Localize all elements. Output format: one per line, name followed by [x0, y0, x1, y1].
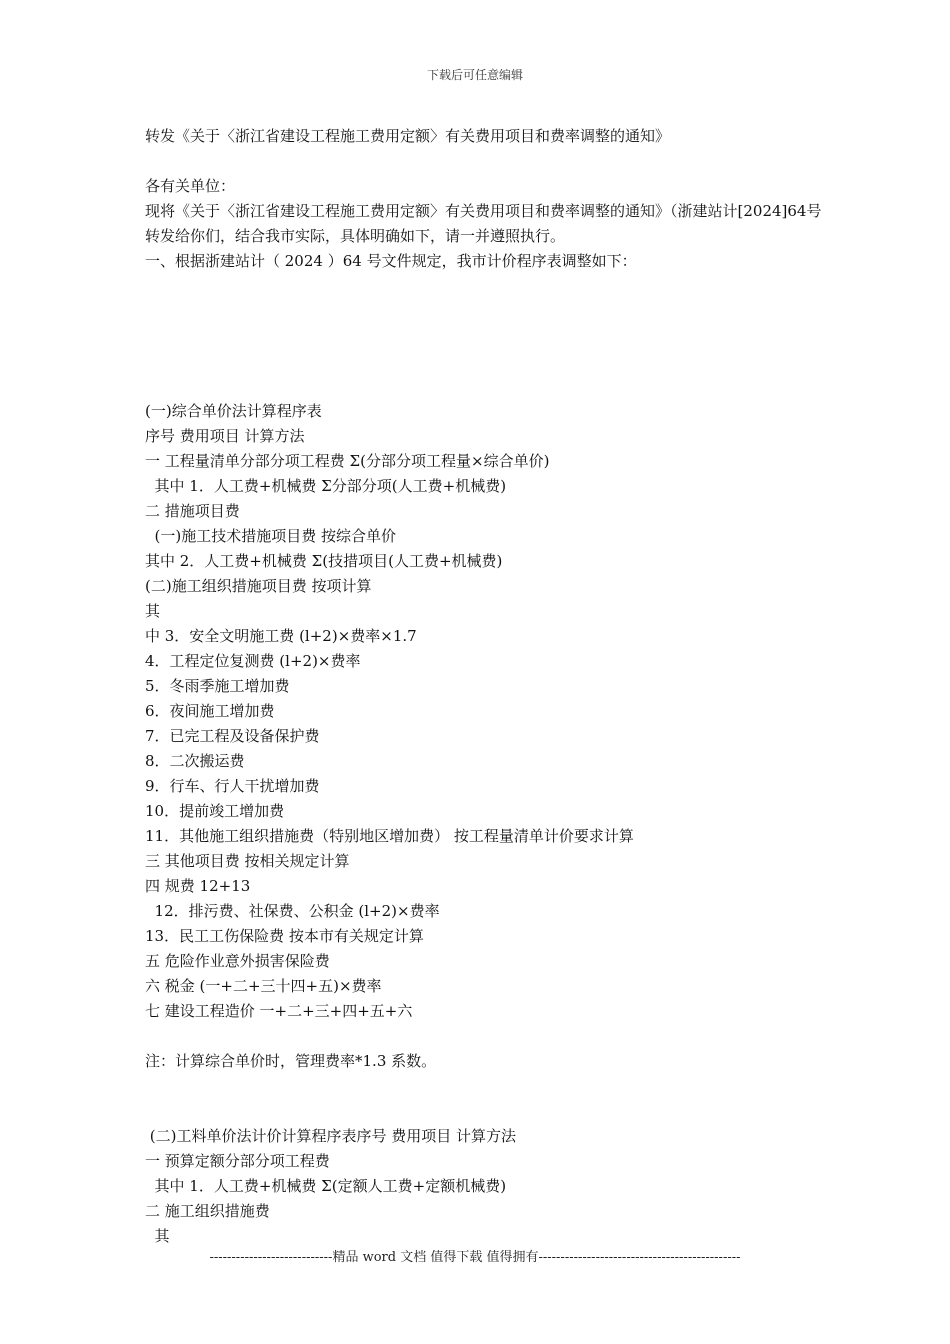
salutation: 各有关单位：	[145, 177, 236, 195]
spacer	[145, 1024, 825, 1049]
list-item: 4．工程定位复测费 (l+2)×费率	[145, 652, 361, 670]
list-item: 其中 1．人工费+机械费 Σ(定额人工费+定额机械费)	[145, 1177, 507, 1195]
intro-paragraph: 现将《关于〈浙江省建设工程施工费用定额〉有关费用项目和费率调整的通知》（浙建站计[2024]64号转发给你们，结合我市实际，具体明确如下，请一并遵照执行。	[145, 202, 822, 245]
list-item: 四 规费 12+13	[145, 877, 251, 895]
list-item: 三 其他项目费 按相关规定计算	[145, 852, 350, 870]
spacer	[145, 1074, 825, 1124]
section1-lines	[145, 424, 825, 1024]
list-item: 其中 2．人工费+机械费 Σ(技措项目(人工费+机械费)	[145, 552, 503, 570]
section2-title: (二)工料单价法计价计算程序表序号 费用项目 计算方法	[145, 1127, 517, 1145]
list-item: 七 建设工程造价 一+二+三+四+五+六	[145, 1002, 413, 1020]
list-item: 8．二次搬运费	[145, 752, 245, 770]
list-item: 一 工程量清单分部分项工程费 Σ(分部分项工程量×综合单价)	[145, 452, 550, 470]
list-item: 7．已完工程及设备保护费	[145, 727, 320, 745]
list-item: 序号 费用项目 计算方法	[145, 427, 305, 445]
list-item: (二)施工组织措施项目费 按项计算	[145, 577, 372, 595]
list-item: 5．冬雨季施工增加费	[145, 677, 290, 695]
list-item: 一 预算定额分部分项工程费	[145, 1152, 330, 1170]
page-footer: ----------------------------精品 word 文档 值得下载 值得拥有----------------------------------------------	[209, 1250, 741, 1265]
list-item: 10．提前竣工增加费	[145, 802, 285, 820]
point-one: 一、根据浙建站计（ 2024 ）64 号文件规定，我市计价程序表调整如下：	[145, 252, 637, 270]
section2-lines	[145, 1124, 825, 1249]
list-item: (一)施工技术措施项目费 按综合单价	[145, 527, 397, 545]
list-item: 二 施工组织措施费	[145, 1202, 270, 1220]
section1-note: 注：计算综合单价时，管理费率*1.3 系数。	[145, 1052, 437, 1070]
list-item: 中 3．安全文明施工费 (l+2)×费率×1.7	[145, 627, 417, 645]
section1-title: (一)综合单价法计算程序表	[145, 402, 322, 420]
document-title: 转发《关于〈浙江省建设工程施工费用定额〉有关费用项目和费率调整的通知》	[145, 127, 671, 145]
list-item: 其中 1．人工费+机械费 Σ分部分项(人工费+机械费)	[145, 477, 507, 495]
list-item: 13．民工工伤保险费 按本市有关规定计算	[145, 927, 424, 945]
list-item: 二 措施项目费	[145, 502, 240, 520]
list-item: 6．夜间施工增加费	[145, 702, 275, 720]
page-header: 下载后可任意编辑	[426, 68, 523, 82]
document-body	[145, 124, 825, 1249]
list-item: 六 税金 (一+二+三十四+五)×费率	[145, 977, 382, 995]
list-item: 9．行车、行人干扰增加费	[145, 777, 320, 795]
list-item: 其	[145, 1227, 170, 1245]
spacer	[145, 149, 825, 174]
list-item: 其	[145, 602, 161, 620]
list-item: 11．其他施工组织措施费（特别地区增加费） 按工程量清单计价要求计算	[145, 827, 634, 845]
list-item: 五 危险作业意外损害保险费	[145, 952, 330, 970]
spacer	[145, 274, 825, 399]
list-item: 12．排污费、社保费、公积金 (l+2)×费率	[145, 902, 440, 920]
